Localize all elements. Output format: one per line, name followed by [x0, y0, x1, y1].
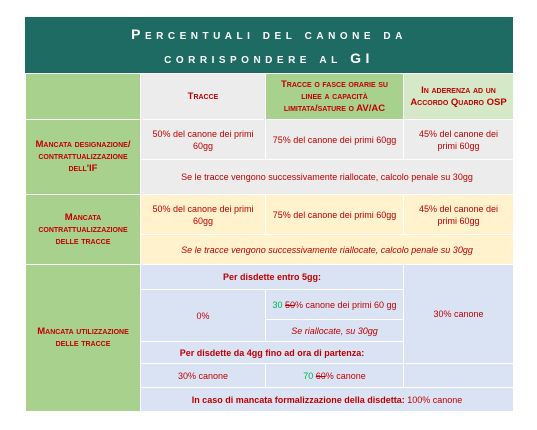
header-capacita-limitata: Tracce o fasce orarie su linee a capacità limitata/sature o AV/AC	[266, 74, 404, 120]
header-row	[26, 74, 514, 120]
table-row	[26, 265, 514, 290]
table-row	[26, 195, 514, 235]
cell-contrattualizzazione-tracce: 50% del canone dei primi 60gg	[141, 195, 266, 235]
value-new-30: 30	[272, 299, 283, 310]
cell-utilizzazione-osp: 30% canone	[404, 265, 514, 364]
cell-canone-60gg	[266, 290, 404, 320]
cell-designazione-osp: 45% del canone dei primi 60gg	[404, 120, 514, 160]
mancata-prefix: In caso di mancata formalizzazione della disdetta:	[191, 394, 405, 405]
title-line-1: Percentuali del canone da	[131, 26, 407, 42]
row-label-utilizzazione: Mancata utilizzazione delle tracce	[26, 265, 141, 412]
value-new-70: 70	[303, 370, 314, 381]
text-canone-60gg: % canone dei primi 60 gg	[294, 299, 397, 310]
penalty-table	[25, 73, 514, 412]
cell-canone-30: 30% canone	[141, 364, 266, 388]
header-corner	[26, 74, 141, 120]
slide-title	[25, 17, 513, 73]
table-row	[26, 120, 514, 160]
cell-riallocate-30gg: Se riallocate, su 30gg	[266, 320, 404, 342]
mancata-value: 100% canone	[404, 394, 463, 405]
header-tracce: Tracce	[141, 74, 266, 120]
cell-empty-osp	[404, 364, 514, 388]
cell-zero-percent: 0%	[141, 290, 266, 342]
text-canone-suffix: % canone	[325, 370, 366, 381]
value-old-60: 60	[315, 370, 326, 381]
cell-canone-70	[266, 364, 404, 388]
row-label-contrattualizzazione: Mancata contrattualizzazione delle tracce	[26, 195, 141, 265]
note-designazione: Se le tracce vengono successivamente riallocate, calcolo penale su 30gg	[141, 160, 514, 195]
cell-designazione-tracce: 50% del canone dei primi 60gg	[141, 120, 266, 160]
header-accordo-quadro: In aderenza ad un Accordo Quadro OSP	[404, 74, 514, 120]
cell-designazione-capacita: 75% del canone dei primi 60gg	[266, 120, 404, 160]
cell-contrattualizzazione-osp: 45% del canone dei primi 60gg	[404, 195, 514, 235]
row-label-designazione: Mancata designazione/ contrattualizzazione dell'IF	[26, 120, 141, 195]
disdette-5gg-header: Per disdette entro 5gg:	[141, 265, 404, 290]
note-contrattualizzazione: Se le tracce vengono successivamente riallocate, calcolo penale su 30gg	[141, 235, 514, 265]
cell-mancata-formalizzazione	[141, 388, 514, 412]
disdette-4gg-header: Per disdette da 4gg fino ad ora di partenza:	[141, 342, 404, 364]
title-line-2: corrispondere al GI	[164, 50, 374, 66]
value-old-50: 50	[284, 299, 295, 310]
cell-contrattualizzazione-capacita: 75% del canone dei primi 60gg	[266, 195, 404, 235]
